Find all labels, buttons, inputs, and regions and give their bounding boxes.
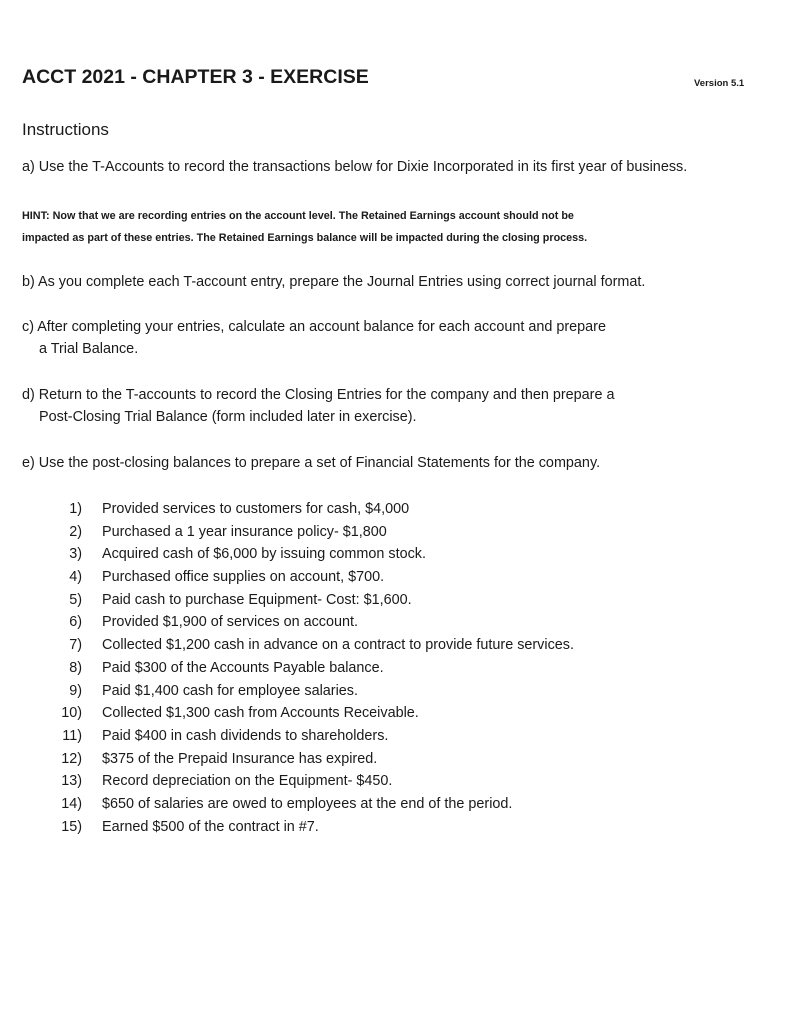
transaction-number: 11) [62, 727, 82, 744]
transaction-number: 9) [69, 682, 82, 699]
instruction-c-line-2: a Trial Balance. [39, 341, 139, 357]
transaction-text: Provided services to customers for cash, $4,000 [102, 501, 410, 517]
transaction-text: Paid $400 in cash dividends to shareholders. [102, 727, 389, 744]
transaction-text: Purchased office supplies on account, $700. [102, 569, 385, 586]
transaction-number: 7) [69, 637, 82, 654]
transaction-text: $650 of salaries are owed to employees at the end of the period. [102, 795, 513, 812]
transaction-text: Paid $1,400 cash for employee salaries. [102, 682, 358, 699]
transaction-text: Paid cash to purchase Equipment- Cost: $1,600. [102, 591, 412, 608]
transaction-number: 13) [61, 773, 82, 790]
instruction-a: a) Use the T-Accounts to record the transactions below for Dixie Incorporated in its first year of business. [22, 159, 688, 175]
instruction-d-line-1: d) Return to the T-accounts to record the Closing Entries for the company and then prepare a [22, 387, 615, 403]
transaction-text: Acquired cash of $6,000 by issuing common stock. [102, 546, 426, 563]
transaction-number: 4) [69, 569, 82, 586]
transaction-number: 12) [61, 750, 82, 767]
transaction-number: 6) [69, 614, 82, 631]
page-title: ACCT 2021 - CHAPTER 3 - EXERCISE [22, 66, 369, 88]
transaction-number: 1) [69, 501, 82, 517]
transaction-number: 8) [69, 659, 82, 676]
transaction-number: 15) [61, 818, 82, 835]
hint-line-1: HINT: Now that we are recording entries on the account level. The Retained Earnings account should not be [22, 210, 574, 222]
transaction-number: 2) [69, 523, 82, 540]
transaction-number: 3) [69, 546, 82, 563]
instruction-e: e) Use the post-closing balances to prepare a set of Financial Statements for the company. [22, 455, 601, 471]
transaction-text: Provided $1,900 of services on account. [102, 614, 358, 631]
transaction-number: 5) [69, 591, 82, 608]
instruction-c [22, 316, 606, 360]
transaction-text: Record depreciation on the Equipment- $450. [102, 773, 393, 790]
transaction-text: Paid $300 of the Accounts Payable balance. [102, 659, 384, 676]
instruction-d-line-2: Post-Closing Trial Balance (form included later in exercise). [39, 409, 417, 425]
hint-text [22, 205, 762, 249]
transaction-text: Collected $1,200 cash in advance on a contract to provide future services. [102, 637, 574, 654]
transaction-text: Earned $500 of the contract in #7. [102, 818, 319, 835]
instruction-b: b) As you complete each T-account entry, prepare the Journal Entries using correct journal format. [22, 274, 646, 290]
transaction-number: 14) [61, 795, 82, 812]
transaction-text: Collected $1,300 cash from Accounts Receivable. [102, 705, 419, 722]
version-label: Version 5.1 [694, 78, 745, 89]
instruction-c-line-1: c) After completing your entries, calculate an account balance for each account and prepare [22, 319, 606, 335]
instructions-heading: Instructions [22, 120, 109, 139]
instruction-d [22, 384, 614, 428]
transaction-text: Purchased a 1 year insurance policy- $1,800 [102, 523, 387, 540]
hint-line-2: impacted as part of these entries. The Retained Earnings balance will be impacted during the closing process. [22, 232, 588, 244]
transaction-number: 10) [61, 705, 82, 722]
transaction-text: $375 of the Prepaid Insurance has expired. [102, 750, 378, 767]
